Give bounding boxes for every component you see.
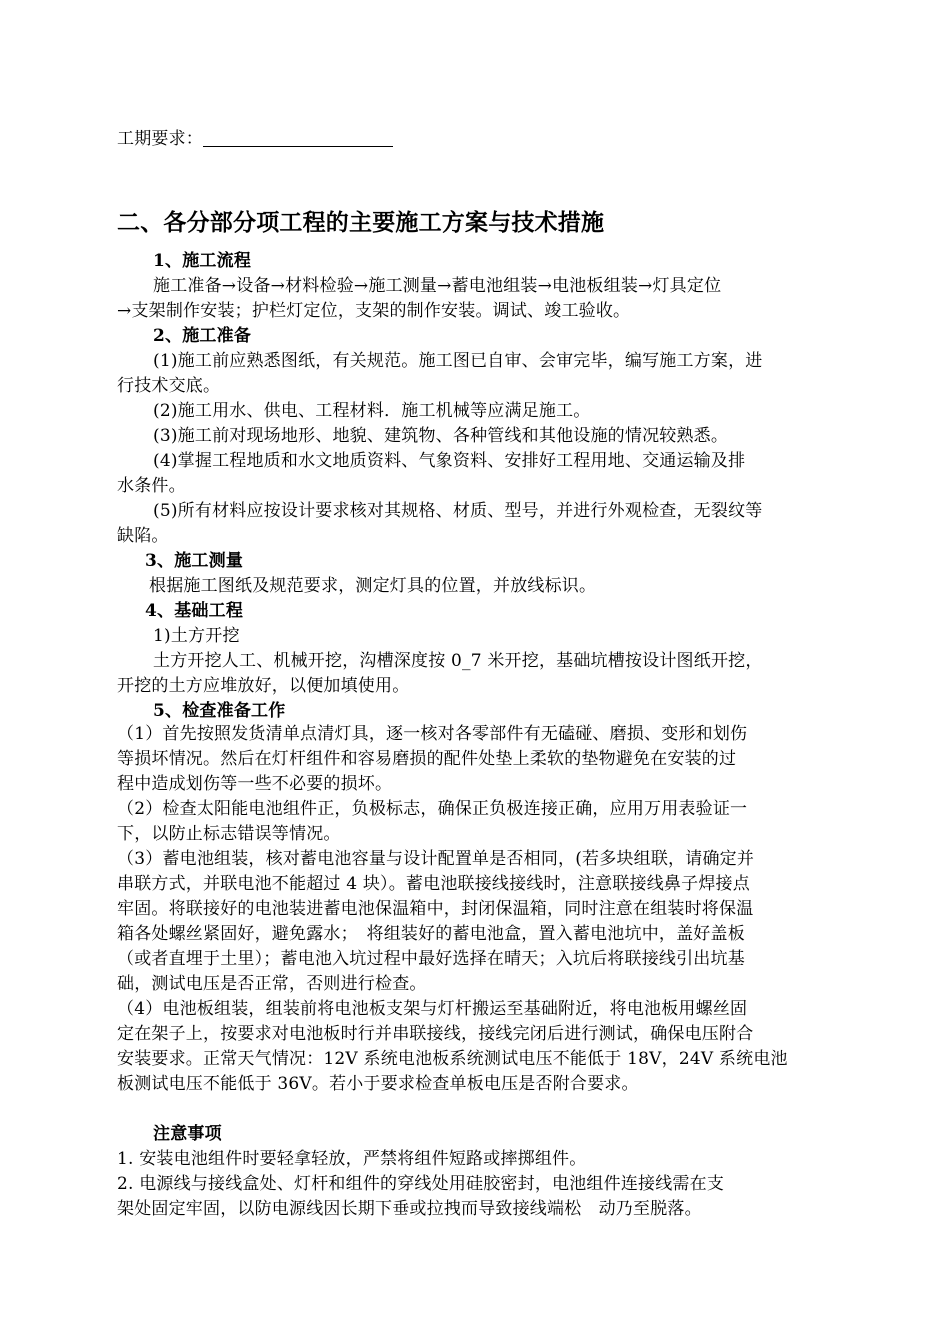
inspection-line: 板测试电压不能低于 36V。若小于要求检查单板电压是否附合要求。 — [117, 1074, 639, 1094]
preparation-line: 行技术交底。 — [117, 376, 221, 396]
inspection-line: 串联方式，并联电池不能超过 4 块）。蓄电池联接线接线时，注意联接线鼻子焊接点 — [117, 874, 750, 894]
preparation-line: 缺陷。 — [117, 526, 169, 546]
inspection-line: （2）检查太阳能电池组件正，负极标志，确保正负极连接正确，应用万用表验证一 — [117, 799, 748, 819]
schedule-label: 工期要求： — [117, 129, 203, 149]
preparation-line: 水条件。 — [117, 476, 186, 496]
inspection-line: （或者直埋于土里）；蓄电池入坑过程中最好选择在晴天；入坑后将联接线引出坑基 — [117, 949, 745, 969]
notes-line: 架处固定牢固，以防电源线因长期下垂或拉拽而导致接线端松 动乃至脱落。 — [117, 1199, 702, 1219]
inspection-line: 定在架子上，按要求对电池板时行并串联接线，接线完闭后进行测试，确保电压附合 — [117, 1024, 754, 1044]
inspection-line: 下，以防止标志错误等情况。 — [117, 824, 341, 844]
notes-line: 2. 电源线与接线盒处、灯杆和组件的穿线处用硅胶密封，电池组件连接线需在支 — [117, 1174, 725, 1194]
inspection-line: （4）电池板组装，组装前将电池板支架与灯杆搬运至基础附近，将电池板用螺丝固 — [117, 999, 748, 1019]
foundation-line: 1)土方开挖 — [153, 626, 240, 646]
inspection-line: 箱各处螺丝紧固好，避免露水； 将组装好的蓄电池盒，置入蓄电池坑中，盖好盖板 — [117, 924, 745, 944]
foundation-line: 土方开挖人工、机械开挖，沟槽深度按 0_7 米开挖，基础坑槽按设计图纸开挖， — [153, 651, 763, 671]
section-title: 二、各分部分项工程的主要施工方案与技术措施 — [117, 210, 605, 236]
inspection-line: 程中造成划伤等一些不必要的损坏。 — [117, 774, 393, 794]
notes-line: 1. 安装电池组件时要轻拿轻放，严禁将组件短路或摔掷组件。 — [117, 1149, 587, 1169]
inspection-line: 安装要求。正常天气情况：12V 系统电池板系统测试电压不能低于 18V，24V 系统电池 — [117, 1049, 788, 1069]
inspection-line: 等损坏情况。然后在灯杆组件和容易磨损的配件处垫上柔软的垫物避免在安装的过 — [117, 749, 737, 769]
inspection-heading: 5、检查准备工作 — [153, 701, 286, 721]
preparation-heading: 2、施工准备 — [153, 326, 252, 346]
inspection-line: （3）蓄电池组装，核对蓄电池容量与设计配置单是否相同，(若多块组联，请确定并 — [117, 849, 755, 869]
notes-heading: 注意事项 — [153, 1124, 222, 1144]
survey-heading: 3、施工测量 — [145, 551, 244, 571]
preparation-line: (2)施工用水、供电、工程材料．施工机械等应满足施工。 — [153, 401, 591, 421]
preparation-line: (5)所有材料应按设计要求核对其规格、材质、型号，并进行外观检查，无裂纹等 — [153, 501, 763, 521]
preparation-line: (3)施工前对现场地形、地貌、建筑物、各种管线和其他设施的情况较熟悉。 — [153, 426, 729, 446]
inspection-line: （1）首先按照发货清单点清灯具，逐一核对各零部件有无磕碰、磨损、变形和划伤 — [117, 724, 748, 744]
preparation-line: (1)施工前应熟悉图纸，有关规范。施工图已自审、会审完毕，编写施工方案，进 — [153, 351, 763, 371]
schedule-blank-line — [203, 128, 393, 147]
process-line: →支架制作安装；护栏灯定位，支架的制作安装。调试、竣工验收。 — [117, 301, 631, 321]
foundation-line: 开挖的土方应堆放好，以便加填使用。 — [117, 676, 410, 696]
process-heading: 1、施工流程 — [153, 251, 252, 271]
preparation-line: (4)掌握工程地质和水文地质资料、气象资料、安排好工程用地、交通运输及排 — [153, 451, 746, 471]
survey-line: 根据施工图纸及规范要求，测定灯具的位置，并放线标识。 — [149, 576, 597, 596]
foundation-heading: 4、基础工程 — [145, 601, 244, 621]
inspection-line: 础，测试电压是否正常，否则进行检查。 — [117, 974, 427, 994]
schedule-requirement — [117, 128, 393, 150]
inspection-line: 牢固。将联接好的电池装进蓄电池保温箱中，封闭保温箱，同时注意在组装时将保温 — [117, 899, 754, 919]
process-line: 施工准备→设备→材料检验→施工测量→蓄电池组装→电池板组装→灯具定位 — [153, 276, 722, 296]
